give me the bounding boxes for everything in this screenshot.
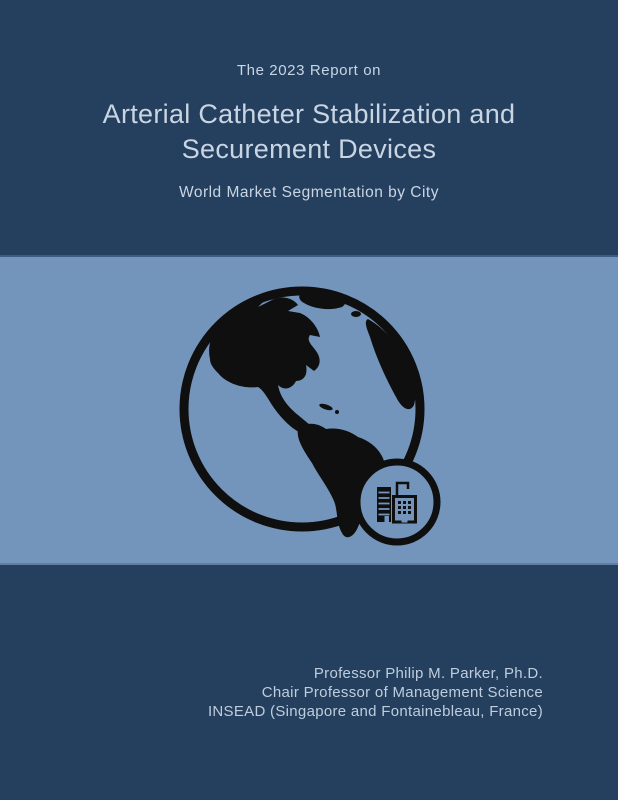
city-buildings-icon bbox=[357, 462, 437, 542]
report-title-line-1: Arterial Catheter Stabilization and bbox=[102, 99, 516, 129]
globe-americas-svg bbox=[172, 279, 452, 559]
report-year-line: The 2023 Report on bbox=[236, 62, 382, 79]
greenland-shape bbox=[299, 289, 345, 309]
author-block bbox=[208, 664, 543, 721]
north-america-shape bbox=[209, 297, 320, 434]
right-building-windows bbox=[398, 501, 411, 514]
report-subtitle: World Market Segmentation by City bbox=[178, 184, 439, 201]
author-name: Professor Philip M. Parker, Ph.D. bbox=[313, 665, 543, 682]
report-title bbox=[0, 97, 618, 167]
globe-americas-icon bbox=[172, 279, 452, 559]
caribbean-islands-shape bbox=[319, 402, 334, 411]
report-title-line-2: Securement Devices bbox=[181, 134, 437, 164]
right-building-door bbox=[402, 516, 408, 523]
badge-circle bbox=[357, 462, 437, 542]
left-building-door bbox=[385, 516, 390, 522]
caribbean-island-dot bbox=[335, 410, 339, 414]
small-island-shape bbox=[351, 311, 361, 317]
author-institution: INSEAD (Singapore and Fontainebleau, France) bbox=[207, 703, 543, 720]
author-role: Chair Professor of Management Science bbox=[261, 684, 543, 701]
